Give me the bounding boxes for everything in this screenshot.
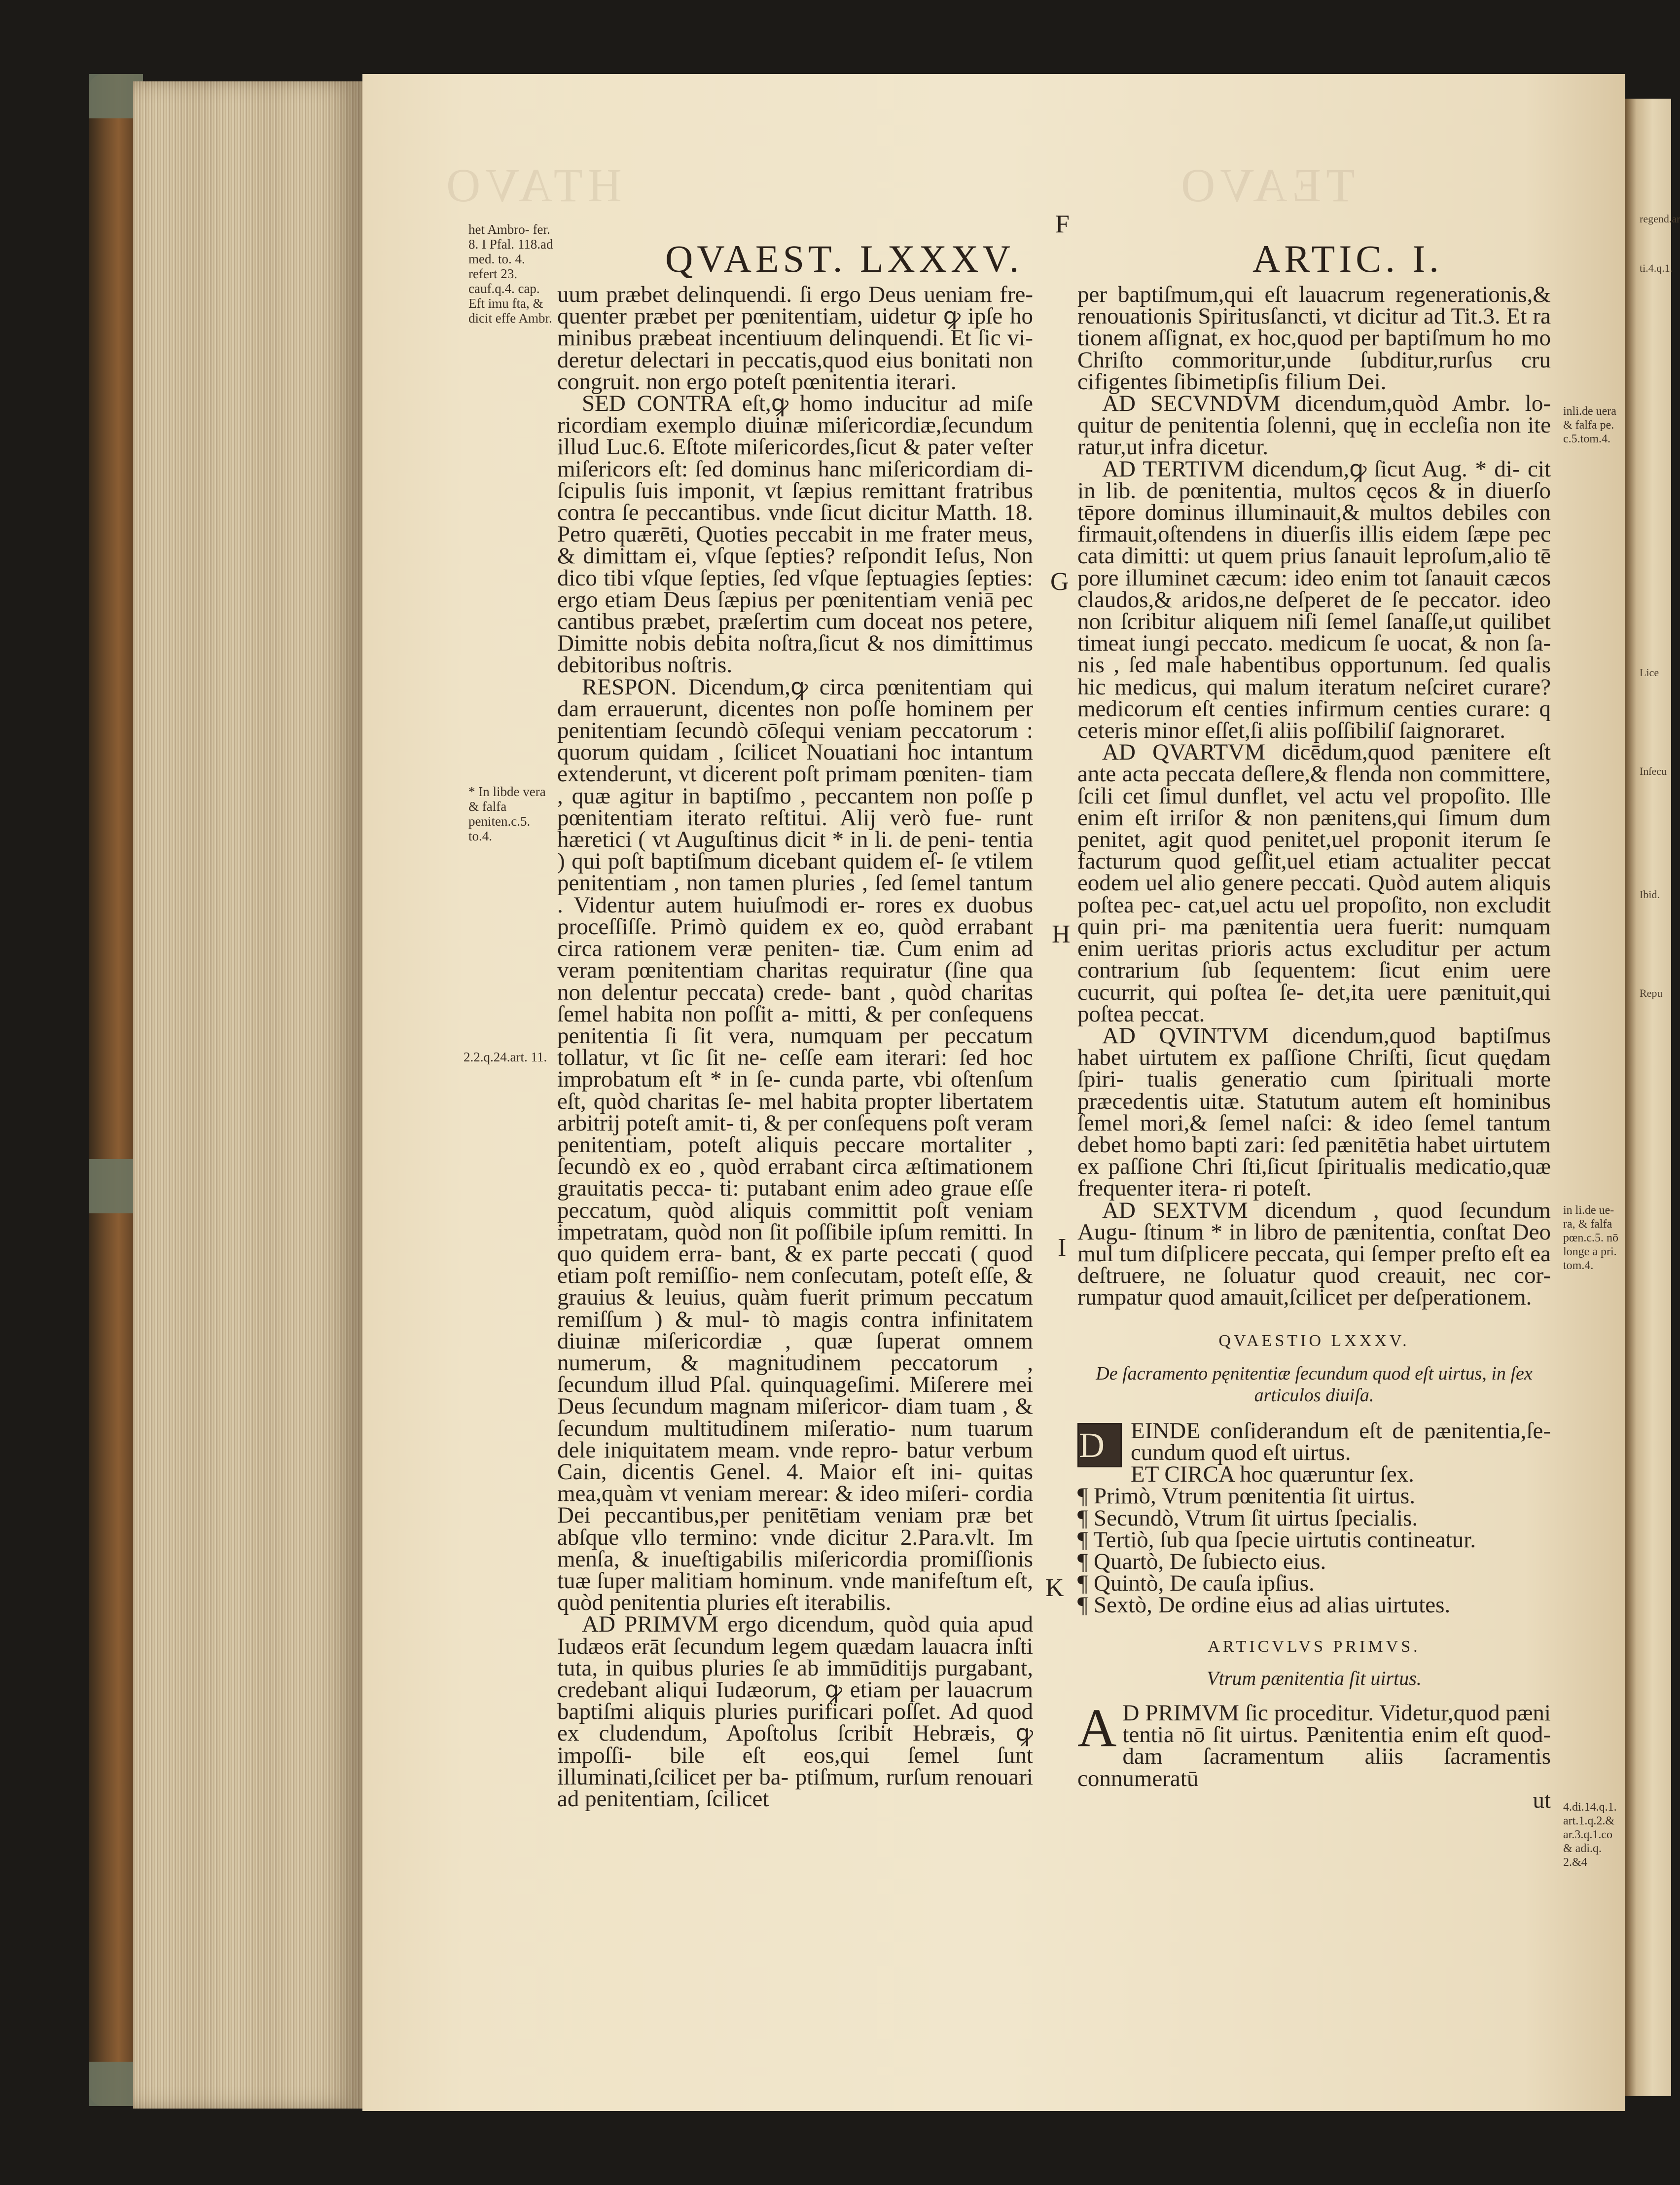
paragraph: D PRIMVM ſic proceditur. Videtur,quod pæni tentia nō ſit uirtus. Pænitentia enim eſt quod- dam ſacramentum aliis ſacramentis connumeratū — [1077, 1700, 1551, 1791]
question-list — [1077, 1485, 1551, 1616]
margin-letter: G — [1050, 568, 1069, 596]
list-item: ¶ Secundò, Vtrum ſit uirtus ſpecialis. — [1077, 1505, 1418, 1531]
margin-letter: K — [1045, 1574, 1064, 1602]
paragraph: AD QVARTVM dicēdum,quod pænitere eſt ante acta peccata deſlere,& flenda non committere, ſcili cet ſimul dunflet, vel actu vel propoſito. Ille enim eſt irriſor & non pænitens,qui ſimum dum penitet, agit quod penitet,uel proponit iterum ſe facturum quod geſſit,uel etiam actualiter peccat eodem uel alio genere peccati. Quòd autem aliquis poſtea pec- cat,uel actu uel propoſito, non excludit quin pri- ma pænitentia uera fuerit: numquam enim ueritas prioris actus excluditur per actum contrarium ſub ſequentem: ſicut enim uere cucurrit, qui poſtea ſe- det,ita uere pænituit,qui poſtea peccat. — [1077, 739, 1551, 1027]
margin-note: in li.de ue- ra, & falfa pœn.c.5. nō longe a pri. tom.4. — [1563, 1204, 1618, 1272]
facing-page-fragment: Repu — [1640, 987, 1663, 999]
facing-page-fragment: Lice — [1640, 666, 1659, 679]
margin-letter: F — [1055, 210, 1070, 238]
facing-page-fragment: regend.ar — [1640, 213, 1680, 225]
list-item: ¶ Tertiò, ſub qua ſpecie uirtutis contineatur. — [1077, 1527, 1476, 1553]
list-item: ¶ Primò, Vtrum pœnitentia ſit uirtus. — [1077, 1483, 1415, 1509]
paragraph: uum præbet delinquendi. ſi ergo Deus ueniam fre- quenter præbet per pœnitentiam, uidetur ꝙ ipſe ho minibus præbeat incentiuum delinquendi. Et ſic vi- deretur delectari in peccatis,quod eius bonitati non congruit. non ergo poteſt pœnitentia iterari. — [557, 282, 1033, 395]
show-through-text: HTAVO — [441, 159, 622, 212]
catchword: ut — [1533, 1787, 1551, 1813]
facing-page-edge — [1625, 99, 1680, 2096]
facing-page-fragment: ti.4.q.1. — [1640, 262, 1673, 274]
facing-page-fragment: Ibid. — [1640, 888, 1660, 901]
question-subtitle: De ſacramento pęnitentiæ ſecundum quod eſt uirtus, in ſex articulos diuiſa. — [1096, 1363, 1533, 1406]
left-text-column — [557, 284, 1033, 1810]
margin-note: * In libde vera & falfa peniten.c.5. to.4. — [468, 784, 546, 843]
show-through-text: TEAVO — [1176, 159, 1355, 212]
margin-note: 2.2.q.24.art. 11. — [464, 1050, 547, 1064]
paragraph: AD SECVNDVM dicendum,quòd Ambr. lo- quitur de penitentia ſolenni, quę in eccleſia non ite ratur,ut infra dicetur. — [1077, 391, 1551, 460]
page-edges — [133, 81, 365, 2109]
right-text-column — [1077, 284, 1551, 1811]
margin-note: het Ambro- fer. 8. I Pfal. 118.ad med. to. 4. refert 23. cauf.q.4. cap. Eft imu fta, & dicit effe Ambr. — [468, 222, 553, 326]
intro-line: ET CIRCA hoc quæruntur ſex. — [1131, 1461, 1414, 1488]
question-title: QVAESTIO LXXXV. — [1218, 1331, 1410, 1350]
paragraph: AD SEXTVM dicendum , quod ſecundum Augu- ſtinum * in libro de pænitentia, conſtat Deo mul tum diſplicere peccata, qui ſemper preſto eſt ea deſtruere, ne ſoluatur quod creauit, nec cor- rumpatur quod amauit,ſcilicet per deſperationem. — [1077, 1197, 1551, 1311]
dropcap-letter: D — [1077, 1423, 1122, 1467]
list-item: ¶ Quintò, De cauſa ipſius. — [1077, 1570, 1315, 1597]
paragraph: AD TERTIVM dicendum,ꝙ ſicut Aug. * di- cit in lib. de pœnitentia, multos cęcos & in diuerſo tēpore dominus illuminauit,& multos debiles con firmauit,oſtendens in diuerſis illis eidem ſæpe pec cata dimitti: ut quem prius ſanauit leproſum,alio tē pore illuminet cæcum: ideo enim tot ſanauit cæcos claudos,& aridos,ne deſperet de ſe peccator. ideo non ſcribitur aliquem niſi ſemel ſanaſſe,ut quilibet timeat iungi peccato. medicum ſe uocat, & non ſa- nis , ſed male habentibus opportunum. ſed qualis hic medicus, qui malum iteratum neſciret curare? medicorum eſt centies infirmum centies curare: q ceteris minor eſſet,ſi aliis poſſibiliſ ſaignoraret. — [1077, 456, 1551, 744]
article-subtitle: Vtrum pænitentia ſit uirtus. — [1207, 1667, 1422, 1689]
paragraph: RESPON. Dicendum,ꝙ circa pœnitentiam qui dam errauerunt, dicentes non poſſe hominem per penitentiam ſecundò cōſequi veniam peccatorum : quorum quidam , ſcilicet Nouatiani hoc intantum extenderunt, vt dicerent poſt primam pœniten- tiam , quæ agitur in baptiſmo , peccantem non poſſe p pœnitentiam iterato reſtitui. Alij verò fue- runt hæretici ( vt Auguſtinus dicit * in li. de peni- tentia ) qui poſt baptiſmum dicebant quidem eſ- ſe vtilem penitentiam , non tamen pluries , ſed ſemel tantum . Videntur autem huiuſmodi er- rores ex duobus proceſſiſſe. Primò quidem ex eo, quòd errabant circa rationem veræ peniten- tiæ. Cum enim ad veram pœnitentiam charitas requiratur (ſine qua non delentur peccata) crede- bant , quòd charitas ſemel habita non poſſit a- mitti, & per conſequens penitentia ſi ſit vera, numquam per peccatum tollatur, vt ſic ſit ne- ceſſe eam iterari: ſed hoc improbatum eſt * in ſe- cunda parte, vbi oſtenſum eſt, quòd charitas ſe- mel habita propter libertatem arbitrij poteſt amit- ti, & per conſequens poſt veram penitentiam, poteſt aliquis peccare mortaliter , ſecundò ex eo , quòd errabant circa æſtimationem grauitatis pecca- ti: putabant enim adeo graue eſſe peccatum, quòd aliquis committit poſt veniam impetratam, quòd non ſit poſſibile ipſum remitti. In quo quidem erra- bant, & ex parte peccati ( quod etiam poſt remiſſio- nem conſecutam, poteſt eſſe, & grauius & leuius, quàm fuerit primum peccatum remiſſum ) & mul- tò magis contra infinitatem diuinæ miſericordiæ , quæ ſuperat omnem numerum, & magnitudinem peccatorum , ſecundum illud Pſal. quinquageſimi. Miſerere mei Deus ſecundum magnam miſericor- diam tuam , & ſecundum multitudinem miſeratio- num tuarum dele iniquitatem meam. vnde repro- batur verbum Cain, dicentis Genel. 4. Maior eſt ini- quitas mea,quàm vt veniam merear: & ideo miſeri- cordia Dei peccantibus,per penitētiam veniam præ bet abſque vllo termino: vnde dicitur 2.Para.vlt. Im menſa, & inueſtigabilis miſericordia promiſſionis tuæ ſuper malitiam hominum. vnde manifeſtum eſt, quòd penitentia pluries eſt iterabilis. — [557, 674, 1033, 1616]
article-title: ARTICVLVS PRIMVS. — [1208, 1637, 1421, 1656]
margin-letter: I — [1058, 1234, 1067, 1262]
paragraph: per baptiſmum,qui eſt lauacrum regenerationis,& renouationis Spiritusſancti, vt dicitur ad Tit.3. Et ra tionem aſſignat, ex hoc,quod per baptiſmum ho mo Chriſto commoritur,unde ſubditur,rurſus cru cifigentes ſibimetipſis filium Dei. — [1077, 282, 1551, 395]
initial-letter: A — [1077, 1697, 1117, 1758]
margin-note: 4.di.14.q.1. art.1.q.2.& ar.3.q.1.co & adi.q. 2.&4 — [1563, 1801, 1617, 1869]
intro-line: EINDE conſiderandum eſt de pænitentia,ſe- cundum quod eſt uirtus. — [1131, 1418, 1551, 1465]
list-item: ¶ Sextò, De ordine eius ad alias uirtutes. — [1077, 1592, 1451, 1618]
article-body — [1077, 1697, 1551, 1791]
paragraph: AD PRIMVM ergo dicendum, quòd quia apud Iudæos erāt ſecundum legem quædam lauacra inſti tuta, in quibus pluries ſe ab immūditijs purgabant, credebant aliqui Iudæorum, ꝙ etiam per lauacrum baptiſmi aliquis pluries purificari poſſet. Ad quod ex cludendum, Apoſtolus ſcribit Hebræis, ꝙ impoſſi- bile eſt eos,qui ſemel ſunt illuminati,ſcilicet per ba- ptiſmum, rurſum renouari ad penitentiam, ſcilicet — [557, 1611, 1033, 1812]
facing-page-fragment: Inſecu — [1640, 765, 1667, 777]
question-intro — [1077, 1420, 1551, 1616]
margin-letter: H — [1052, 920, 1071, 948]
paragraph: SED CONTRA eſt,ꝙ homo inducitur ad miſe ricordiam exemplo diuinæ miſericordiæ,ſecundum illud Luc.6. Eſtote miſericordes,ſicut & pater veſter miſericors eſt: ſed dominus hanc miſericordiam di- ſcipulis ſuis imponit, vt ſæpius remittant fratribus contra ſe peccantibus. vnde ſicut dicitur Matth. 18. Petro quærēti, Quoties peccabit in me frater meus, & dimittam ei, vſque ſepties? reſpondit Ieſus, Non dico tibi vſque ſepties, ſed vſque ſeptuagies ſepties: ergo etiam Deus ſæpius per pœnitentiam veniā pec cantibus præbet, præſertim cum doceat nos petere, Dimitte nobis debita noſtra,ſicut & nos dimittimus debitoribus noſtris. — [557, 391, 1033, 678]
book-page — [362, 74, 1625, 2111]
running-header-right: ARTIC. I. — [1252, 237, 1443, 280]
list-item: ¶ Quartò, De ſubiecto eius. — [1077, 1548, 1326, 1574]
margin-note: inli.de uera & falfa pe. c.5.tom.4. — [1563, 405, 1616, 445]
running-header-left: QVAEST. LXXXV. — [665, 237, 1023, 280]
paragraph: AD QVINTVM dicendum,quod baptiſmus habet uirtutem ex paſſione Chriſti, ſicut quędam ſpiri- tualis generatio cum ſpirituali morte præcedentis uitæ. Statutum autem eſt hominibus ſemel mori,& ſemel naſci: & ideo ſemel tantum debet homo bapti zari: ſed pænitētia habet uirtutem ex paſſione Chri ſti,ſicut ſpiritualis medicatio,quæ frequenter itera- ri poteſt. — [1077, 1022, 1551, 1202]
